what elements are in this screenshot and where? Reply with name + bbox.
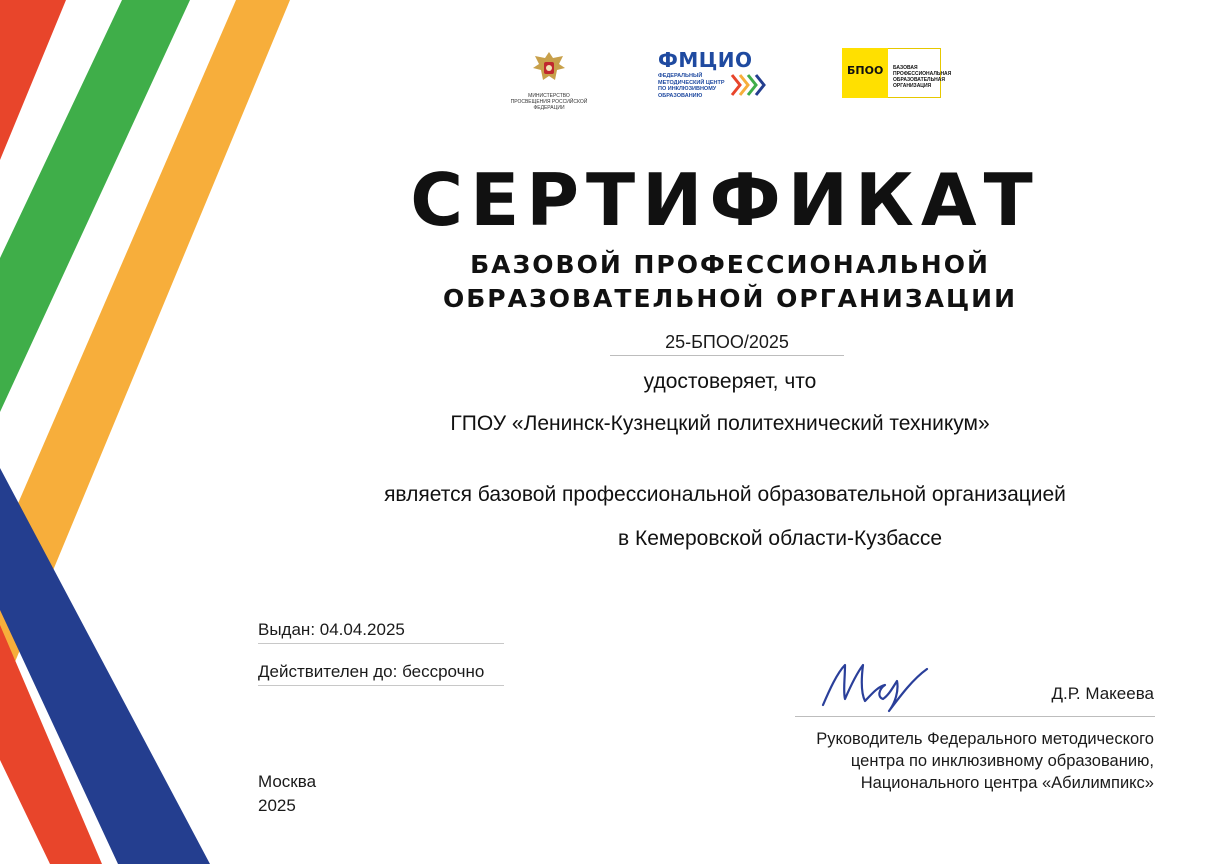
stripe-red-top xyxy=(0,0,66,160)
subtitle-line-2: ОБРАЗОВАТЕЛЬНОЙ ОРГАНИЗАЦИИ xyxy=(443,284,1017,313)
place-and-year xyxy=(258,770,316,818)
status-text: является базовой профессиональной образовательной организацией xyxy=(384,483,1066,506)
bpoo-yellow-box xyxy=(842,48,888,98)
signer-name: Д.Р. Макеева xyxy=(1051,684,1154,703)
ministry-caption: МИНИСТЕРСТВО ПРОСВЕЩЕНИЯ РОССИЙСКОЙ ФЕДЕРАЦИИ xyxy=(510,93,588,111)
year: 2025 xyxy=(258,796,296,815)
certificate-title: СЕРТИФИКАТ xyxy=(410,158,1040,242)
city: Москва xyxy=(258,772,317,791)
fmcio-logo xyxy=(658,48,770,99)
valid-until: Действителен до: бессрочно xyxy=(258,662,504,686)
handwritten-signature xyxy=(815,655,935,715)
certificate-number: 25-БПОО/2025 xyxy=(610,332,844,356)
bpoo-subtitle: БАЗОВАЯ ПРОФЕССИОНАЛЬНАЯ ОБРАЗОВАТЕЛЬНАЯ ОРГАНИЗАЦИЯ xyxy=(893,65,952,89)
bpoo-frame xyxy=(888,48,952,98)
signer-position: Руководитель Федерального методического центра по инклюзивному образованию, Национального центра «Абилимпикс» xyxy=(816,730,1154,792)
ministry-logo xyxy=(508,48,590,111)
region-text: в Кемеровской области-Кузбассе xyxy=(617,527,943,550)
chevrons-icon xyxy=(730,73,768,97)
subtitle-line-1: БАЗОВОЙ ПРОФЕССИОНАЛЬНОЙ xyxy=(470,250,990,279)
issued-date: Выдан: 04.04.2025 xyxy=(258,620,504,644)
organization-name: ГПОУ «Ленинск-Кузнецкий политехнический техникум» xyxy=(450,412,990,435)
bpoo-logo xyxy=(842,48,952,98)
fmcio-subtitle: ФЕДЕРАЛЬНЫЙ МЕТОДИЧЕСКИЙ ЦЕНТР ПО ИНКЛЮЗИВНОМУ ОБРАЗОВАНИЮ xyxy=(658,73,725,99)
bpoo-title: БПОО xyxy=(847,64,884,77)
certifies-text: удостоверяет, что xyxy=(643,370,817,393)
eagle-emblem-icon xyxy=(529,48,569,86)
certificate-subtitle xyxy=(380,248,1080,316)
fmcio-title: ФМЦИО xyxy=(658,48,753,72)
signature-line xyxy=(795,716,1155,717)
